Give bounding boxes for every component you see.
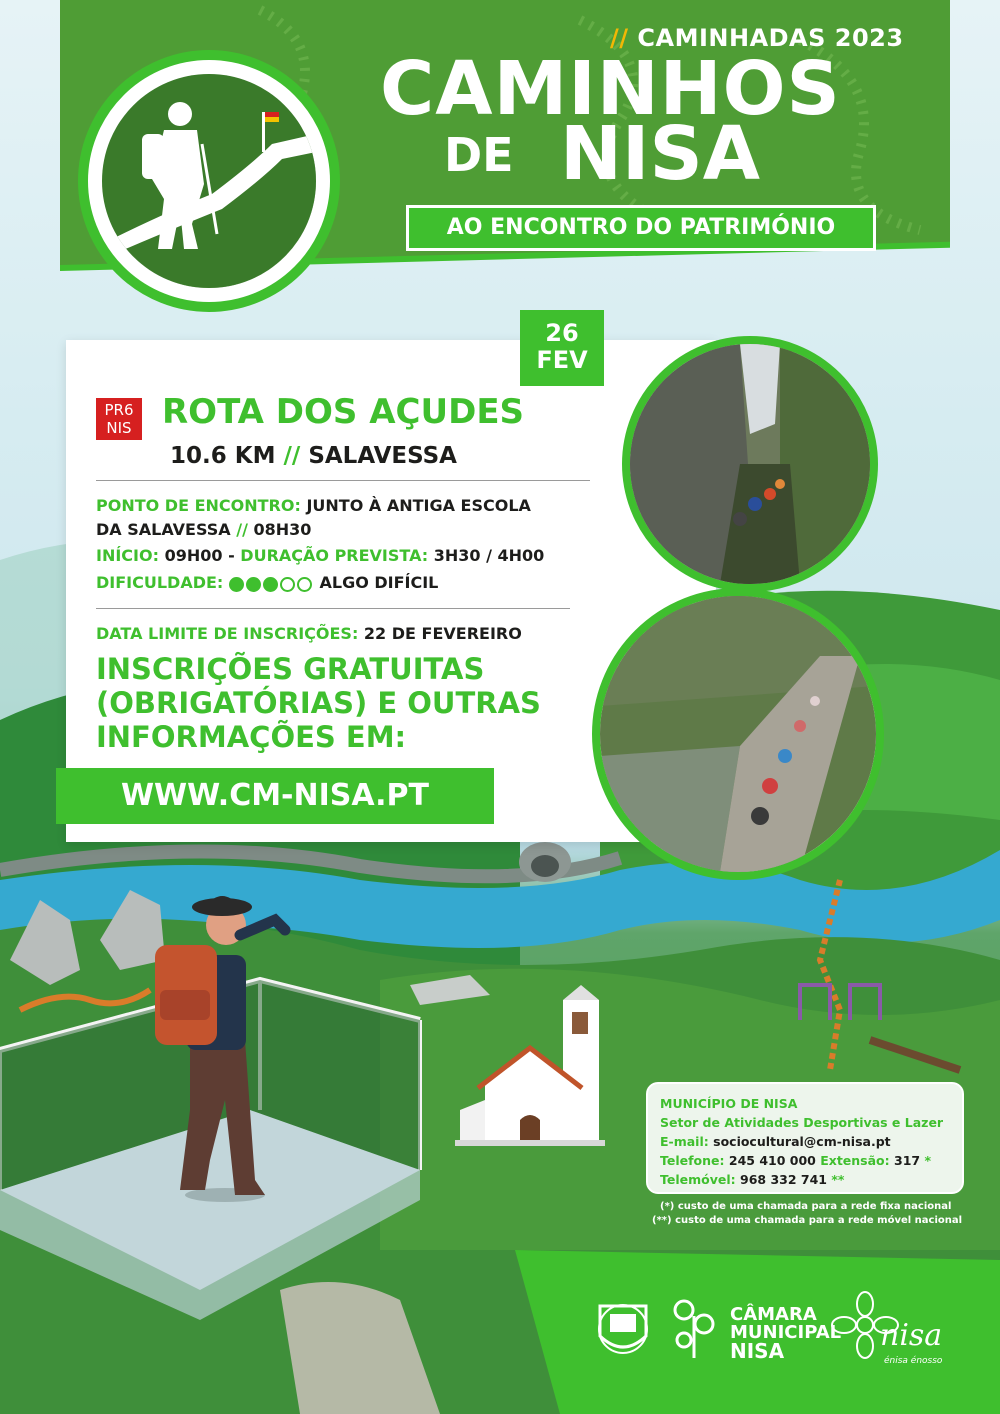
deadline-value: 22 DE FEVEREIRO bbox=[363, 624, 522, 643]
ext-label: Extensão: bbox=[820, 1153, 890, 1168]
start-value: 09H00 - bbox=[164, 546, 235, 565]
divider bbox=[96, 608, 570, 609]
photo-river-path-image bbox=[600, 596, 876, 872]
difficulty bbox=[96, 573, 438, 593]
ext-value: 317 bbox=[894, 1153, 921, 1168]
deadline bbox=[96, 624, 522, 643]
route-separator: // bbox=[283, 443, 301, 469]
email-label: E-mail: bbox=[660, 1134, 709, 1149]
website-link[interactable]: WWW.CM-NISA.PT bbox=[56, 768, 494, 824]
photo-river-path bbox=[592, 588, 884, 880]
date-badge bbox=[520, 310, 604, 386]
meeting-point-line2 bbox=[96, 520, 311, 539]
email-link[interactable]: sociocultural@cm-nisa.pt bbox=[713, 1134, 891, 1149]
route-distance: 10.6 KM bbox=[170, 443, 276, 469]
meeting-value2: DA SALAVESSA bbox=[96, 520, 231, 539]
contact-mobile-row bbox=[660, 1170, 950, 1189]
divider bbox=[96, 480, 590, 481]
schedule bbox=[96, 546, 544, 565]
difficulty-dot-filled bbox=[263, 577, 278, 592]
meeting-sep: // bbox=[236, 520, 248, 539]
cm-line3: NISA bbox=[730, 1339, 785, 1363]
photo-gorge bbox=[622, 336, 878, 592]
duration-value: 3H30 / 4H00 bbox=[433, 546, 545, 565]
ext-mark: * bbox=[924, 1153, 931, 1168]
photo-gorge-image bbox=[630, 344, 870, 584]
contact-box bbox=[646, 1082, 964, 1194]
contact-heading: MUNICÍPIO DE NISA bbox=[660, 1096, 798, 1111]
nisa-tagline: énisa énosso bbox=[884, 1356, 943, 1366]
note-mobile: (**) custo de uma chamada para a rede móvel nacional bbox=[652, 1215, 963, 1226]
date-day: 26 bbox=[545, 319, 579, 347]
mobile-value[interactable]: 968 332 741 bbox=[740, 1172, 827, 1187]
meeting-label: PONTO DE ENCONTRO: bbox=[96, 496, 301, 515]
date-month: FEV bbox=[536, 346, 588, 374]
hiker-silhouette-icon bbox=[102, 74, 316, 288]
difficulty-dot-filled bbox=[229, 577, 244, 592]
route-distance-place bbox=[170, 443, 457, 469]
registration-line3: INFORMAÇÕES EM: bbox=[96, 720, 407, 754]
difficulty-dot-empty bbox=[297, 577, 312, 592]
series-text: CAMINHADAS 2023 bbox=[637, 24, 904, 52]
cm-line1: CÂMARA bbox=[730, 1304, 817, 1325]
cm-line2: MUNICIPAL bbox=[730, 1322, 842, 1343]
duration-label: DURAÇÃO PREVISTA: bbox=[240, 546, 429, 565]
difficulty-dot-empty bbox=[280, 577, 295, 592]
registration-line2: (OBRIGATÓRIAS) E OUTRAS bbox=[96, 686, 541, 720]
mobile-label: Telemóvel: bbox=[660, 1172, 736, 1187]
cost-notes bbox=[652, 1200, 962, 1228]
registration-line1: INSCRIÇÕES GRATUITAS bbox=[96, 652, 485, 686]
contact-sector: Setor de Atividades Desportivas e Lazer bbox=[660, 1115, 944, 1130]
meeting-point bbox=[96, 496, 531, 515]
title-nisa: NISA bbox=[560, 111, 761, 197]
title-de: DE bbox=[444, 128, 514, 182]
mobile-mark: ** bbox=[831, 1172, 845, 1187]
note-fixed: (*) custo de uma chamada para a rede fixa nacional bbox=[660, 1201, 952, 1212]
route-code-badge bbox=[96, 398, 142, 440]
phone-label: Telefone: bbox=[660, 1153, 725, 1168]
meeting-time: 08H30 bbox=[253, 520, 312, 539]
camara-municipal-logo bbox=[730, 1304, 842, 1363]
municipal-flower-icon bbox=[666, 1296, 722, 1362]
start-label: INÍCIO: bbox=[96, 546, 159, 565]
difficulty-text: ALGO DIFÍCIL bbox=[319, 573, 439, 592]
nisa-brand: nisa bbox=[880, 1318, 943, 1353]
route-code-line2: NIS bbox=[106, 419, 132, 437]
meeting-value: JUNTO À ANTIGA ESCOLA bbox=[306, 496, 531, 515]
difficulty-label: DIFICULDADE: bbox=[96, 573, 224, 592]
route-place: SALAVESSA bbox=[308, 443, 457, 469]
contact-phone-row bbox=[660, 1151, 950, 1170]
coat-of-arms-icon bbox=[592, 1296, 654, 1362]
subtitle-banner: AO ENCONTRO DO PATRIMÓNIO bbox=[406, 205, 876, 251]
deadline-label: DATA LIMITE DE INSCRIÇÕES: bbox=[96, 624, 359, 643]
difficulty-dot-filled bbox=[246, 577, 261, 592]
series-slashes: // bbox=[610, 24, 629, 52]
difficulty-rating bbox=[229, 574, 314, 593]
title-caminhos: CAMINHOS bbox=[380, 46, 841, 132]
route-name: ROTA DOS AÇUDES bbox=[162, 392, 525, 432]
contact-email-row bbox=[660, 1132, 950, 1151]
registration-text bbox=[96, 652, 596, 754]
route-code-line1: PR6 bbox=[104, 401, 134, 419]
logo-emblem bbox=[78, 50, 340, 312]
phone-value[interactable]: 245 410 000 bbox=[728, 1153, 816, 1168]
